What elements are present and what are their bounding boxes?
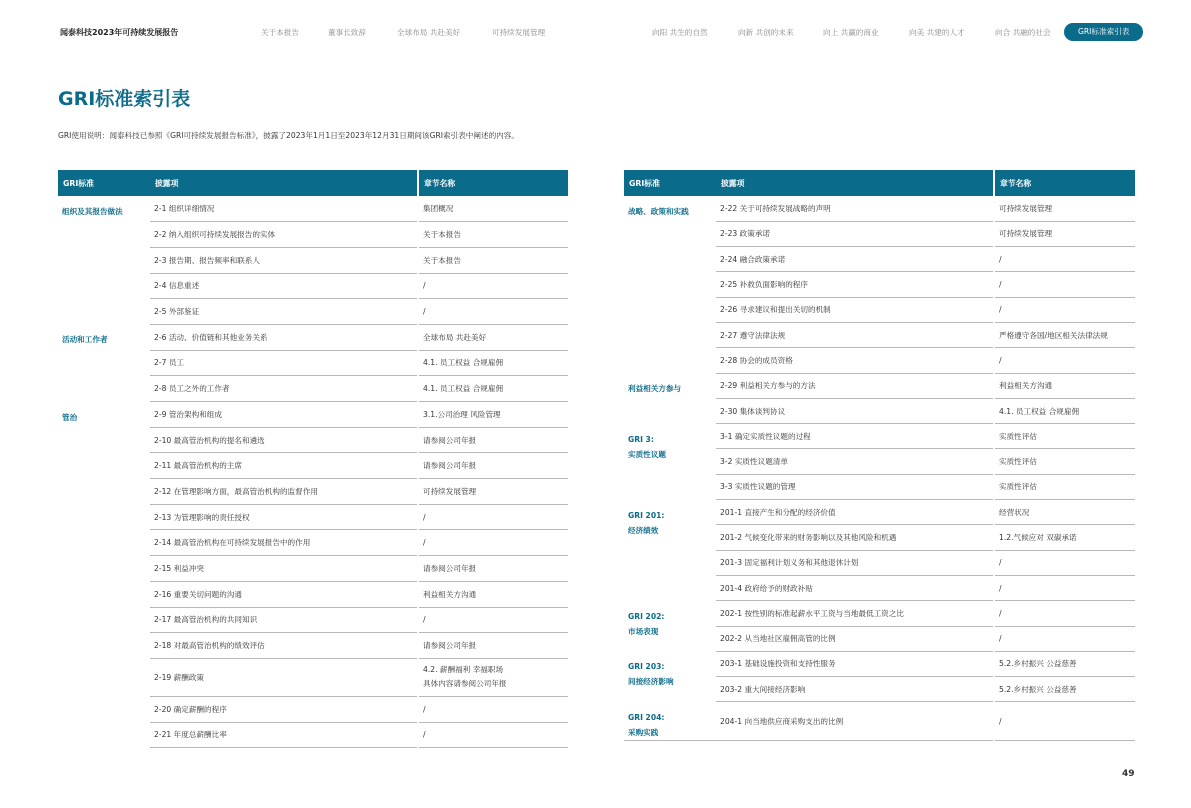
nav-item-sustainability-management[interactable]: 可持续发展管理: [492, 28, 546, 37]
header-chapter: 章节名称: [418, 170, 568, 196]
nav-item-talent[interactable]: 向美 共建的人才: [909, 28, 965, 37]
table-row: [624, 651, 1135, 676]
chapter-cell: 全球布局 共赴美好: [418, 324, 568, 350]
disclosure-cell: 2-18 对最高管治机构的绩效评估: [150, 633, 418, 659]
disclosure-cell: 202-2 从当地社区雇佣高管的比例: [716, 626, 994, 651]
chapter-cell: 请参阅公司年报: [418, 453, 568, 479]
disclosure-cell: 2-16 重要关切问题的沟通: [150, 581, 418, 607]
gri-index-table-right: [624, 170, 1135, 741]
disclosure-cell: 2-1 组织详细情况: [150, 196, 418, 222]
gri-usage-statement: GRI使用说明：闻泰科技已参照《GRI可持续发展报告标准》，披露了2023年1月1日至2023年12月31日期间该GRI索引表中阐述的内容。: [58, 131, 519, 140]
category-cell: [624, 424, 716, 500]
chapter-cell: /: [994, 348, 1135, 373]
chapter-cell: /: [418, 273, 568, 299]
nav-item-society[interactable]: 向合 共融的社会: [995, 28, 1051, 37]
nav-item-future[interactable]: 向新 共创的未来: [738, 28, 794, 37]
disclosure-cell: 2-4 信息重述: [150, 273, 418, 299]
disclosure-cell: 2-29 利益相关方参与的方法: [716, 373, 994, 398]
chapter-cell: 5.2.乡村振兴 公益慈善: [994, 677, 1135, 702]
chapter-line: 具体内容请参阅公司年报: [423, 679, 507, 689]
chapter-cell: /: [994, 247, 1135, 272]
chapter-cell: /: [994, 575, 1135, 600]
nav-item-global-layout[interactable]: 全球布局 共赴美好: [397, 28, 461, 37]
chapter-cell: /: [418, 299, 568, 325]
disclosure-cell: 2-20 确定薪酬的程序: [150, 696, 418, 722]
chapter-cell: 实质性评估: [994, 449, 1135, 474]
disclosure-cell: 2-22 关于可持续发展战略的声明: [716, 196, 994, 221]
disclosure-cell: 201-4 政府给予的财政补贴: [716, 575, 994, 600]
disclosure-cell: 2-17 最高管治机构的共同知识: [150, 607, 418, 633]
disclosure-cell: 203-1 基础设施投资和支持性服务: [716, 651, 994, 676]
header-chapter: 章节名称: [994, 170, 1135, 196]
category-label: GRI 3:: [628, 434, 654, 444]
nav-item-nature[interactable]: 向阳 共生的自然: [652, 28, 708, 37]
table-header-row: [58, 170, 568, 196]
nav-item-business[interactable]: 向上 共赢的商业: [823, 28, 879, 37]
chapter-cell: 3.1.公司治理 风险管理: [418, 402, 568, 428]
chapter-cell: 请参阅公司年报: [418, 427, 568, 453]
category-label: 实质性议题: [628, 449, 666, 459]
category-label: GRI 201:: [628, 510, 665, 520]
disclosure-cell: 2-23 政策承诺: [716, 221, 994, 246]
category-cell: [58, 196, 150, 324]
category-cell: [624, 651, 716, 702]
nav-item-gri-index[interactable]: GRI标准索引表: [1064, 23, 1143, 41]
table-header-row: [624, 170, 1135, 196]
disclosure-cell: 2-19 薪酬政策: [150, 658, 418, 696]
disclosure-cell: 2-25 补救负面影响的程序: [716, 272, 994, 297]
disclosure-cell: 2-5 外部鉴证: [150, 299, 418, 325]
category-label: 利益相关方参与: [628, 384, 682, 394]
chapter-cell: 4.1. 员工权益 合规雇佣: [418, 350, 568, 376]
chapter-cell: 利益相关方沟通: [418, 581, 568, 607]
chapter-cell: 4.1. 员工权益 合规雇佣: [994, 398, 1135, 423]
chapter-cell: 关于本报告: [418, 222, 568, 248]
table-row: [624, 702, 1135, 741]
chapter-cell: /: [994, 550, 1135, 575]
chapter-cell: 严格遵守各国/地区相关法律法规: [994, 322, 1135, 347]
chapter-cell: /: [418, 504, 568, 530]
chapter-cell: 集团概况: [418, 196, 568, 222]
disclosure-cell: 2-26 寻求建议和提出关切的机制: [716, 297, 994, 322]
chapter-cell: 请参阅公司年报: [418, 633, 568, 659]
category-cell: [624, 500, 716, 601]
table-row: [58, 196, 568, 222]
header-disclosure: 披露项: [716, 170, 994, 196]
disclosure-cell: 2-28 协会的成员资格: [716, 348, 994, 373]
chapter-cell: /: [418, 530, 568, 556]
disclosure-cell: 202-1 按性别的标准起薪水平工资与当地最低工资之比: [716, 601, 994, 626]
table-row: [58, 402, 568, 428]
header-disclosure: 披露项: [150, 170, 418, 196]
disclosure-cell: 3-1 确定实质性议题的过程: [716, 424, 994, 449]
disclosure-cell: 201-3 固定福利计划义务和其他退休计划: [716, 550, 994, 575]
category-cell: [58, 324, 150, 401]
category-cell: [624, 702, 716, 741]
disclosure-cell: 2-13 为管理影响的责任授权: [150, 504, 418, 530]
category-label: 间接经济影响: [628, 677, 674, 687]
chapter-cell: 经营状况: [994, 500, 1135, 525]
chapter-cell: 4.1. 员工权益 合规雇佣: [418, 376, 568, 402]
chapter-cell: 实质性评估: [994, 424, 1135, 449]
chapter-cell: 利益相关方沟通: [994, 373, 1135, 398]
chapter-cell: /: [418, 607, 568, 633]
disclosure-cell: 201-1 直接产生和分配的经济价值: [716, 500, 994, 525]
disclosure-cell: 201-2 气候变化带来的财务影响以及其他风险和机遇: [716, 525, 994, 550]
top-navigation-bar: [0, 0, 1191, 64]
category-cell: [624, 601, 716, 652]
disclosure-cell: 2-7 员工: [150, 350, 418, 376]
disclosure-cell: 2-6 活动、价值链和其他业务关系: [150, 324, 418, 350]
chapter-cell: /: [418, 722, 568, 748]
chapter-cell: /: [994, 601, 1135, 626]
disclosure-cell: 2-10 最高管治机构的提名和遴选: [150, 427, 418, 453]
disclosure-cell: 2-27 遵守法律法规: [716, 322, 994, 347]
chapter-cell: /: [994, 702, 1135, 741]
report-title: 闻泰科技2023年可持续发展报告: [60, 28, 179, 37]
category-label: GRI 203:: [628, 662, 665, 672]
table-row: [624, 373, 1135, 398]
disclosure-cell: 2-15 利益冲突: [150, 556, 418, 582]
nav-item-about-report[interactable]: 关于本报告: [261, 28, 299, 37]
disclosure-cell: 2-11 最高管治机构的主席: [150, 453, 418, 479]
page-number: 49: [1122, 769, 1135, 779]
table-row: [624, 500, 1135, 525]
category-cell: [624, 196, 716, 373]
category-label: 经济绩效: [628, 525, 659, 535]
disclosure-cell: 2-8 员工之外的工作者: [150, 376, 418, 402]
disclosure-cell: 204-1 向当地供应商采购支出的比例: [716, 702, 994, 741]
category-label: GRI 202:: [628, 611, 665, 621]
disclosure-cell: 2-30 集体谈判协议: [716, 398, 994, 423]
chapter-cell: 可持续发展管理: [994, 196, 1135, 221]
category-label: 采购实践: [628, 727, 659, 737]
disclosure-cell: 2-2 纳入组织可持续发展报告的实体: [150, 222, 418, 248]
table-row: [624, 196, 1135, 221]
category-label: GRI 204:: [628, 712, 665, 722]
table-row: [624, 424, 1135, 449]
category-cell: [624, 373, 716, 424]
chapter-cell: 关于本报告: [418, 247, 568, 273]
disclosure-cell: 2-3 报告期、报告频率和联系人: [150, 247, 418, 273]
gri-index-table-left: [58, 170, 568, 748]
chapter-cell: 可持续发展管理: [994, 221, 1135, 246]
chapter-cell: 请参阅公司年报: [418, 556, 568, 582]
category-cell: [58, 402, 150, 748]
disclosure-cell: 3-2 实质性议题清单: [716, 449, 994, 474]
category-label: 组织及其报告做法: [62, 207, 123, 216]
chapter-cell: 5.2.乡村振兴 公益慈善: [994, 651, 1135, 676]
disclosure-cell: 2-24 融合政策承诺: [716, 247, 994, 272]
page-title: GRI标准索引表: [58, 88, 191, 110]
disclosure-cell: 203-2 重大间接经济影响: [716, 677, 994, 702]
disclosure-cell: 2-12 在管理影响方面，最高管治机构的监督作用: [150, 479, 418, 505]
table-row: [624, 601, 1135, 626]
table-row: [58, 324, 568, 350]
chapter-cell: /: [994, 297, 1135, 322]
disclosure-cell: 3-3 实质性议题的管理: [716, 474, 994, 499]
chapter-cell: /: [994, 626, 1135, 651]
chapter-cell: 实质性评估: [994, 474, 1135, 499]
chapter-line: 4.2. 薪酬福利 幸福职场: [423, 665, 504, 675]
category-label: 管治: [62, 412, 78, 422]
header-gri-standard: GRI标准: [624, 170, 716, 196]
nav-item-chairman-message[interactable]: 董事长致辞: [328, 28, 366, 37]
header-gri-standard: GRI标准: [58, 170, 150, 196]
category-label: 市场表现: [628, 626, 659, 636]
disclosure-cell: 2-21 年度总薪酬比率: [150, 722, 418, 748]
category-label: 战略、政策和实践: [628, 207, 689, 216]
chapter-cell: /: [418, 696, 568, 722]
disclosure-cell: 2-9 管治架构和组成: [150, 402, 418, 428]
chapter-cell: /: [994, 272, 1135, 297]
chapter-cell: 可持续发展管理: [418, 479, 568, 505]
disclosure-cell: 2-14 最高管治机构在可持续发展报告中的作用: [150, 530, 418, 556]
chapter-cell: 1.2.气候应对 双碳承诺: [994, 525, 1135, 550]
category-label: 活动和工作者: [62, 335, 108, 345]
chapter-cell: [418, 658, 568, 696]
